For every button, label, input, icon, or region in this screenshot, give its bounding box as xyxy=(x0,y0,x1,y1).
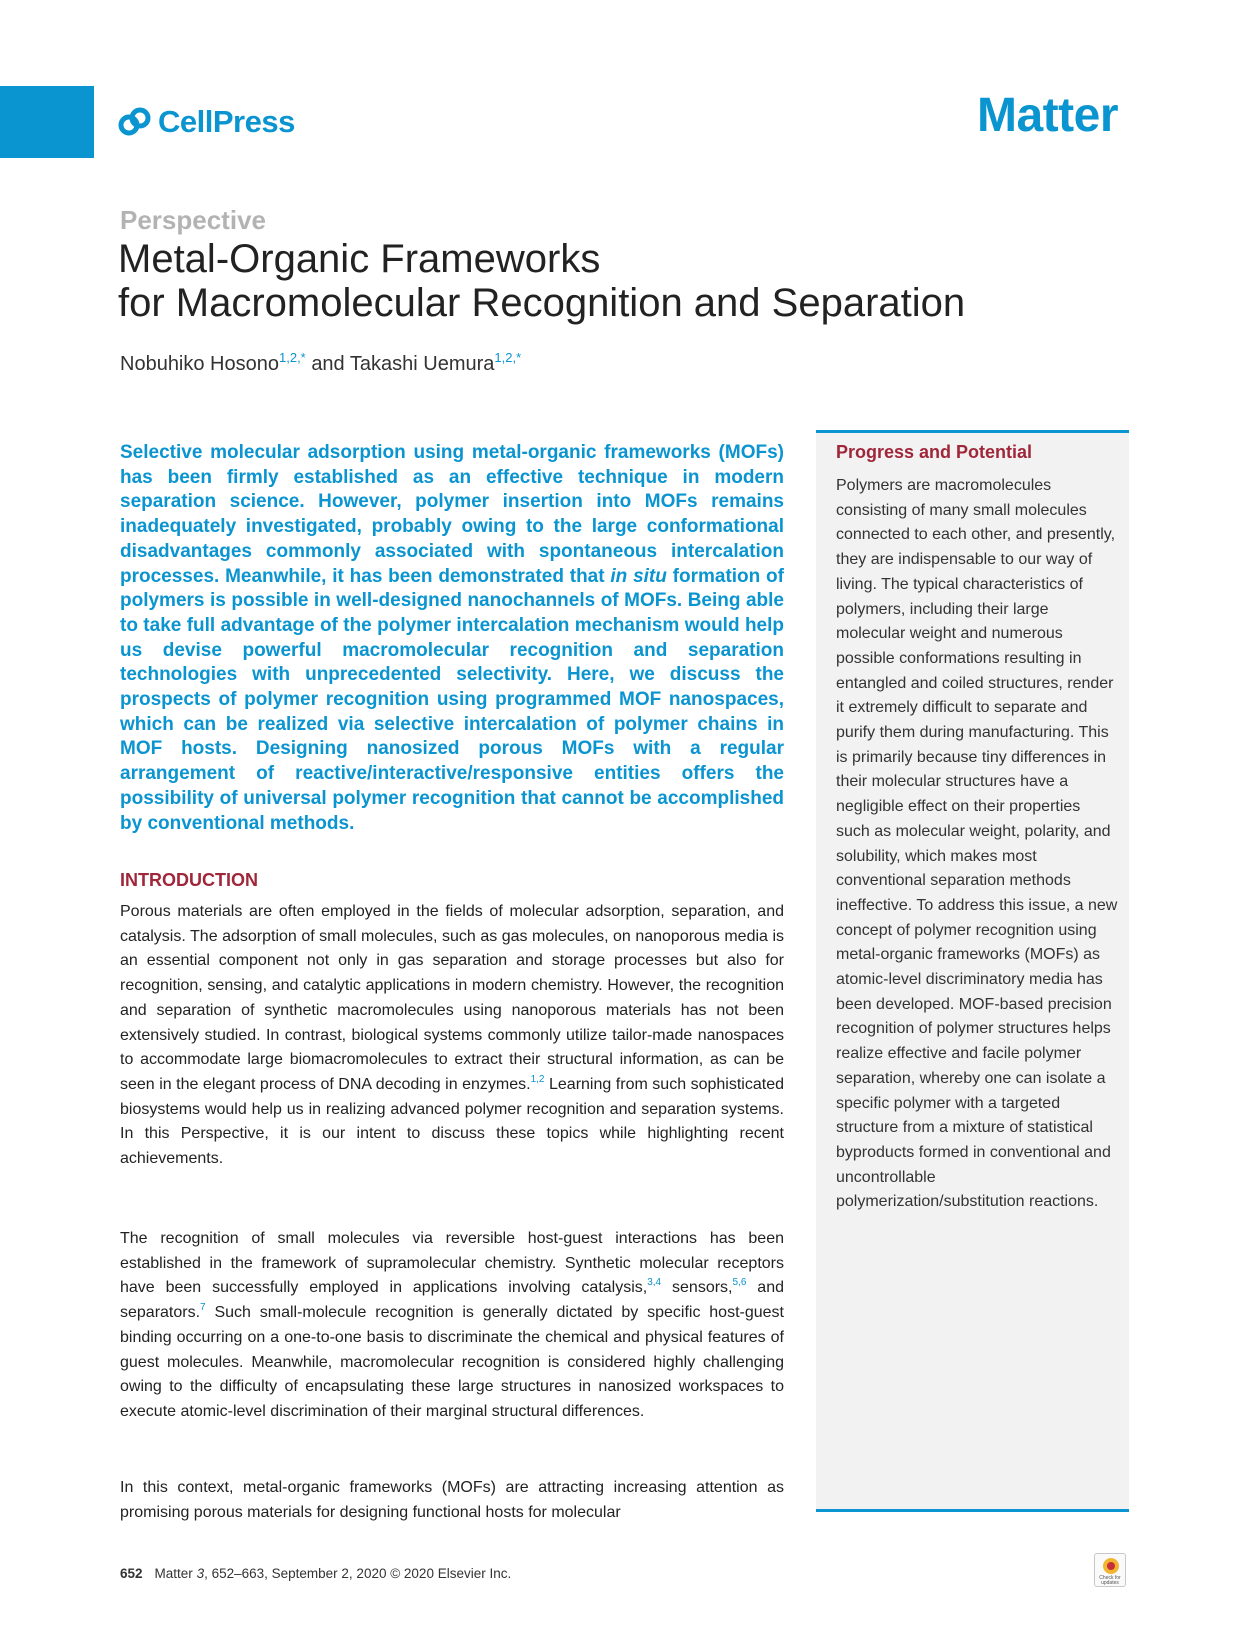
abstract xyxy=(120,441,784,836)
check-updates-icon xyxy=(1103,1558,1119,1574)
paragraph-text: and separators. xyxy=(120,1279,784,1322)
article-title xyxy=(118,237,1038,325)
cellpress-mark-icon xyxy=(118,107,152,137)
title-line-1: Metal-Organic Frameworks xyxy=(118,237,601,281)
citation-link[interactable]: 1,2 xyxy=(530,1073,545,1085)
paragraph-text: Such small-molecule recognition is generally dictated by specific host-guest binding occurring on a one-to-one basis to discriminate the chemical and physical features of guest molecules. Meanwhile, macromolecular recognition is considered highly challenging owing to the difficulty of encapsulating these large structures in nanosized workspaces to execute atomic-level discrimination of their marginal structural differences. xyxy=(120,1304,784,1420)
progress-and-potential-box xyxy=(816,430,1129,1512)
page-number: 652 xyxy=(120,1566,143,1581)
paragraph-text: Porous materials are often employed in the fields of molecular adsorption, separation, and catalysis. The adsorption of small molecules, such as gas molecules, on nanoporous media is an essential component not only in gas separation and storage processes but also for recognition, sensing, and catalytic applications in modern chemistry. However, the recognition and separation of synthetic macromolecules using nanoporous materials has not been extensively studied. In contrast, biological systems commonly utilize tailor-made nanospaces to accommodate large biomacromolecules to extract their structural information, as can be seen in the elegant process of DNA decoding in enzymes. xyxy=(120,903,784,1093)
citation-link[interactable]: 3,4 xyxy=(647,1277,662,1289)
title-line-2: for Macromolecular Recognition and Separation xyxy=(118,281,966,325)
footer-volume: 3 xyxy=(196,1566,205,1581)
paragraph-text: The recognition of small molecules via reversible host-guest interactions has been established in the framework of supramolecular chemistry. Synthetic molecular receptors have been successfully employed in applications involving catalysis, xyxy=(120,1230,784,1297)
author-name[interactable]: Nobuhiko Hosono xyxy=(120,353,279,375)
journal-name[interactable]: Matter xyxy=(976,89,1118,142)
author-name[interactable]: Takashi Uemura xyxy=(349,353,495,375)
abstract-text: formation of polymers is possible in well-designed nanochannels of MOFs. Being able to take full advantage of the polymer intercalation mechanism would help us devise powerful macromolecular recognition and separation technologies with unprecedented selectivity. Here, we discuss the prospects of polymer recognition using programmed MOF nanospaces, which can be realized via selective intercalation of polymer chains in MOF hosts. Designing nanosized porous MOFs with a regular arrangement of reactive/interactive/responsive entities offers the possibility of universal polymer recognition that cannot be accomplished by conventional methods. xyxy=(120,565,784,834)
badge-label: Check for updates xyxy=(1099,1575,1121,1586)
sidebar-text: Polymers are macromolecules consisting of many small molecules connected to each other, and presently, they are indispensable to our way of living. The typical characteristics of polymers, including their large molecular weight and numerous possible conformations resulting in entangled and coiled structures, render it extremely difficult to separate and purify them during manufacturing. This is primarily because tiny differences in their molecular structures have a negligible effect on their properties such as molecular weight, polarity, and solubility, which makes most conventional separation methods ineffective. To address this issue, a new concept of polymer recognition using metal-organic frameworks (MOFs) as atomic-level discriminatory media has been developed. MOF-based precision recognition of polymer structures helps realize effective and facile polymer separation, whereby one can isolate a specific polymer with a targeted structure from a mixture of statistical byproducts formed in conventional and uncontrollable polymerization/substitution reactions. xyxy=(836,477,1118,1211)
sidebar-title: Progress and Potential xyxy=(836,442,1033,462)
corner-color-block xyxy=(0,86,94,158)
footer-citation: , 652–663, September 2, 2020 © 2020 Elsevier Inc. xyxy=(204,1566,512,1581)
citation-link[interactable]: 5,6 xyxy=(732,1277,747,1289)
body-paragraph: In this context, metal-organic frameworks (MOFs) are attracting increasing attention as promising porous materials for designing functional hosts for molecular xyxy=(120,1479,784,1521)
citation-link[interactable]: 7 xyxy=(200,1302,206,1314)
cellpress-logo[interactable] xyxy=(118,104,295,140)
introduction-heading: INTRODUCTION xyxy=(120,870,258,890)
body-paragraph xyxy=(120,1227,784,1425)
abstract-italic: in situ xyxy=(610,565,667,587)
author-affiliation[interactable]: 1,2,* xyxy=(494,350,522,365)
publisher-name: CellPress xyxy=(158,104,295,139)
body-paragraph xyxy=(120,900,784,1172)
abstract-text: Selective molecular adsorption using metal-organic frameworks (MOFs) has been firmly established as an effective technique in modern separation science. However, polymer insertion into MOFs remains inadequately investigated, probably owing to the large conformational disadvantages commonly associated with spontaneous intercalation processes. Meanwhile, it has been demonstrated that xyxy=(120,442,784,587)
author-list xyxy=(120,350,522,376)
article-type: Perspective xyxy=(120,205,266,235)
paragraph-text: Learning from such sophisticated biosystems would help us in realizing advanced polymer recognition and separation systems. In this Perspective, it is our intent to discuss these topics while highlighting recent achievements. xyxy=(120,1075,784,1168)
author-conjunction: and xyxy=(311,353,345,375)
paragraph-text: sensors, xyxy=(661,1279,733,1297)
check-for-updates-badge[interactable] xyxy=(1094,1553,1126,1587)
page-footer xyxy=(120,1566,511,1581)
footer-journal: Matter xyxy=(154,1566,193,1581)
author-affiliation[interactable]: 1,2,* xyxy=(279,350,306,365)
